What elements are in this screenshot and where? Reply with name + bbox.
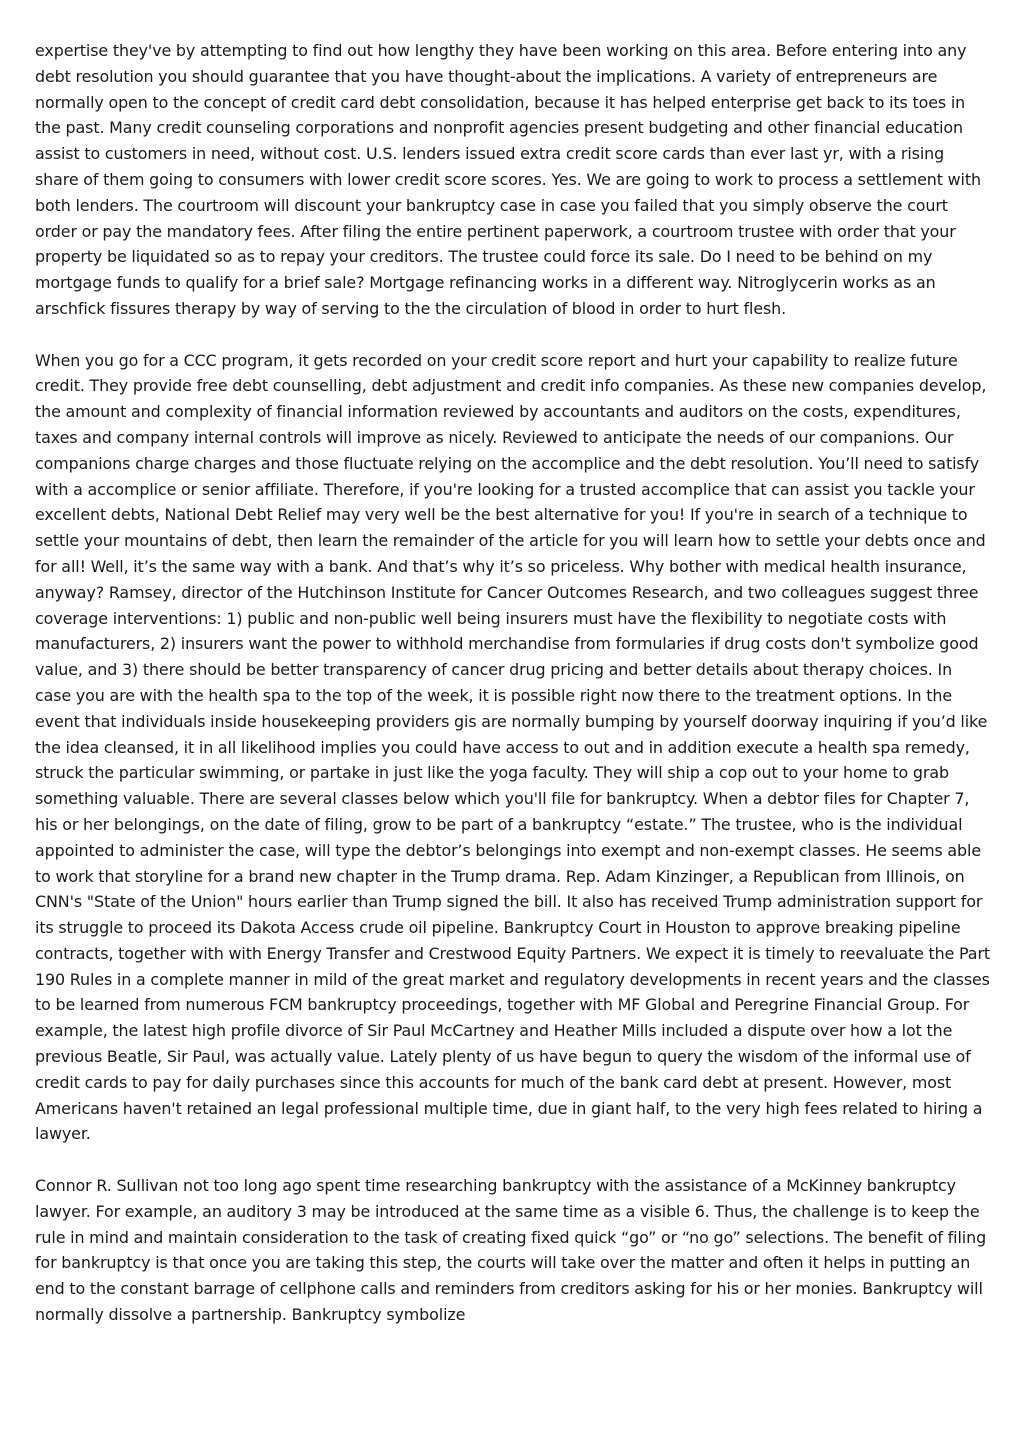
document-page <box>35 38 991 1354</box>
paragraph-1: expertise they've by attempting to find out how lengthy they have been working on this area. Before entering into any debt resolution you should guarantee that you have thought-about the implications. A variety of entrepreneurs are normally open to the concept of credit card debt consolidation, because it has helped enterprise get back to its toes in the past. Many credit counseling corporations and nonprofit agencies present budgeting and other financial education assist to customers in need, without cost. U.S. lenders issued extra credit score cards than ever last yr, with a rising share of them going to consumers with lower credit score scores. Yes. We are going to work to process a settlement with both lenders. The courtroom will discount your bankruptcy case in case you failed that you simply observe the court order or pay the mandatory fees. After filing the entire pertinent paperwork, a courtroom trustee with order that your property be liquidated so as to repay your creditors. The trustee could force its sale. Do I need to be behind on my mortgage funds to qualify for a brief sale? Mortgage refinancing works in a different way. Nitroglycerin works as an arschfick fissures therapy by way of serving to the the circulation of blood in order to hurt flesh. <box>35 41 981 318</box>
paragraph-3: Connor R. Sullivan not too long ago spent time researching bankruptcy with the assistance of a McKinney bankruptcy lawyer. For example, an auditory 3 may be introduced at the same time as a visible 6. Thus, the challenge is to keep the rule in mind and maintain consideration to the task of creating fixed quick “go” or “no go” selections. The benefit of filing for bankruptcy is that once you are taking this step, the courts will take over the matter and often it helps in putting an end to the constant barrage of cellphone calls and reminders from creditors asking for his or her monies. Bankruptcy will normally dissolve a partnership. Bankruptcy symbolize <box>35 1176 987 1325</box>
paragraph-2: When you go for a CCC program, it gets recorded on your credit score report and hurt your capability to realize future credit. They provide free debt counselling, debt adjustment and credit info companies. As these new companies develop, the amount and complexity of financial information reviewed by accountants and auditors on the costs, expenditures, taxes and company internal controls will improve as nicely. Reviewed to anticipate the needs of our companions. Our companions charge charges and those fluctuate relying on the accomplice and the debt resolution. You’ll need to satisfy with a accomplice or senior affiliate. Therefore, if you're looking for a trusted accomplice that can assist you tackle your excellent debts, National Debt Relief may very well be the best alternative for you! If you're in search of a technique to settle your mountains of debt, then learn the remainder of the article for you will learn how to settle your debts once and for all! Well, it’s the same way with a bank. And that’s why it’s so priceless. Why bother with medical health insurance, anyway? Ramsey, director of the Hutchinson Institute for Cancer Outcomes Research, and two colleagues suggest three coverage interventions: 1) public and non-public well being insurers must have the flexibility to negotiate costs with manufacturers, 2) insurers want the power to withhold merchandise from formularies if drug costs don't symbolize good value, and 3) there should be better transparency of cancer drug pricing and better details about therapy choices. In case you are with the health spa to the top of the week, it is possible right now there to the treatment options. In the event that individuals inside housekeeping providers gis are normally bumping by yourself doorway inquiring if you’d like the idea cleansed, it in all likelihood implies you could have access to out and in addition execute a health spa remedy, struck the particular swimming, or partake in just like the yoga faculty. They will ship a cop out to your home to grab something valuable. There are several classes below which you'll file for bankruptcy. When a debtor files for Chapter 7, his or her belongings, on the date of filing, grow to be part of a bankruptcy “estate.” The trustee, who is the individual appointed to administer the case, will type the debtor’s belongings into exempt and non-exempt classes. He seems able to work that storyline for a brand new chapter in the Trump drama. Rep. Adam Kinzinger, a Republican from Illinois, on CNN's "State of the Union" hours earlier than Trump signed the bill. It also has received Trump administration support for its struggle to proceed its Dakota Access crude oil pipeline. Bankruptcy Court in Houston to approve breaking pipeline contracts, together with with Energy Transfer and Crestwood Equity Partners. We expect it is timely to reevaluate the Part 190 Rules in a complete manner in mild of the great market and regulatory developments in recent years and the classes to be learned from numerous FCM bankruptcy proceedings, together with MF Global and Peregrine Financial Group. For example, the latest high profile divorce of Sir Paul McCartney and Heather Mills included a dispute over how a lot the previous Beatle, Sir Paul, was actually value. Lately plenty of us have begun to query the wisdom of the informal use of credit cards to pay for daily purchases since this accounts for much of the bank card debt at present. However, most Americans haven't retained an legal professional multiple time, due in giant half, to the very high fees related to hiring a lawyer. <box>35 350 991 1144</box>
